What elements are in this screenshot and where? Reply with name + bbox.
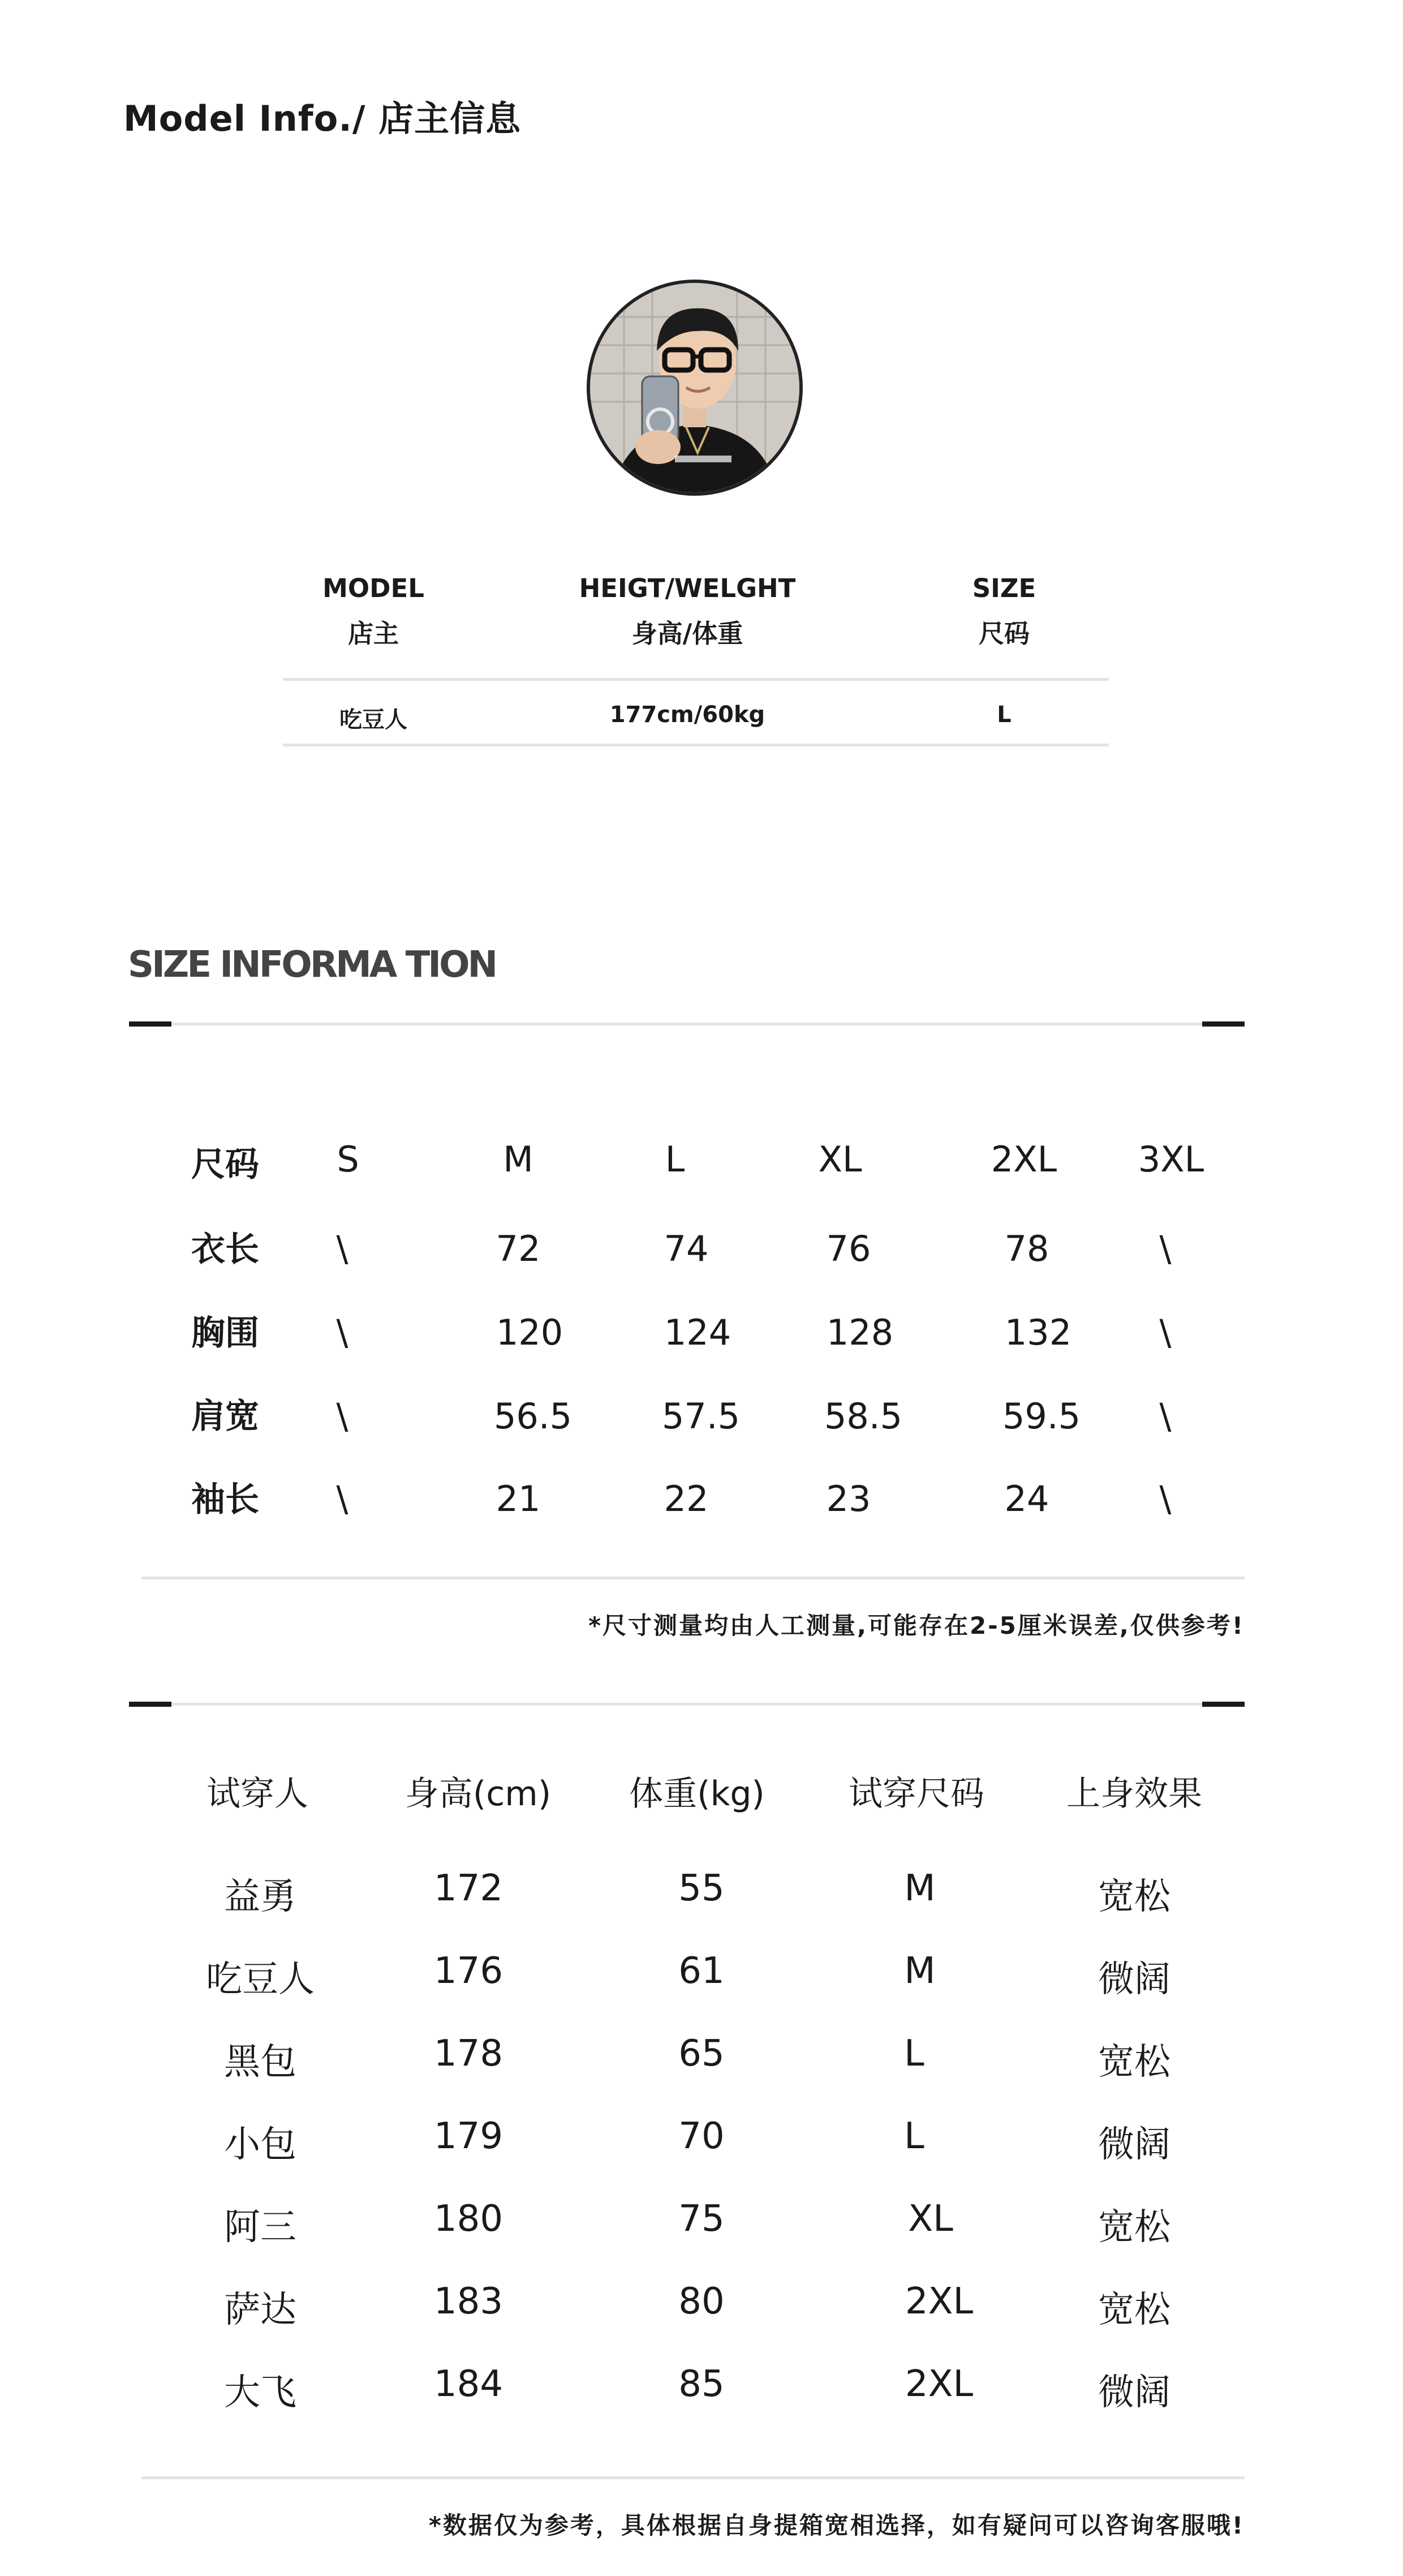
size-header-xl: XL xyxy=(818,1139,862,1180)
tryon-disclaimer: *数据仅为参考，具体根据自身提箱宽相选择，如有疑问可以咨询客服哦! xyxy=(428,2511,1245,2539)
size-cell: \ xyxy=(1159,1396,1172,1437)
tryon-weight: 55 xyxy=(678,1867,725,1909)
size-cell: 120 xyxy=(496,1312,563,1353)
tryon-height: 184 xyxy=(433,2363,503,2405)
size-cell: 72 xyxy=(496,1228,541,1269)
tryon-person: 萨达 xyxy=(224,2289,296,2331)
size-cell: \ xyxy=(1159,1312,1172,1353)
size-cell: \ xyxy=(336,1312,348,1353)
size-cell: 78 xyxy=(1004,1228,1049,1269)
size-header-s: S xyxy=(337,1139,359,1180)
tryon-header-fit: 上身效果 xyxy=(1066,1774,1202,1814)
size-cell: \ xyxy=(1159,1228,1172,1269)
tryon-header-height: 身高(cm) xyxy=(404,1774,552,1814)
tryon-fit: 微阔 xyxy=(1098,1959,1170,2000)
model-header-size-en: SIZE xyxy=(972,573,1036,603)
tryon-person: 小包 xyxy=(224,2124,296,2166)
tryon-height: 183 xyxy=(433,2281,503,2322)
model-header-model xyxy=(289,566,458,656)
size-cell: 59.5 xyxy=(1002,1396,1081,1437)
tryon-weight: 65 xyxy=(678,2033,725,2075)
size-row-label: 肩宽 xyxy=(191,1397,259,1436)
size-information-title: SIZE INFORMA TION xyxy=(128,944,496,986)
model-name: 吃豆人 xyxy=(339,707,407,733)
model-header-size xyxy=(919,566,1089,656)
size-header-label: 尺码 xyxy=(191,1145,259,1184)
size-cell: 57.5 xyxy=(661,1396,741,1437)
tryon-header-person: 试穿人 xyxy=(206,1774,308,1814)
tryon-fit: 宽松 xyxy=(1098,2041,1170,2083)
tryon-fit: 微阔 xyxy=(1098,2124,1170,2166)
tryon-person: 益勇 xyxy=(224,1876,296,1918)
section-bar-right xyxy=(1202,1021,1245,1027)
tryon-person: 吃豆人 xyxy=(206,1959,315,2000)
tryon-size: M xyxy=(904,1867,936,1909)
tryon-weight: 61 xyxy=(678,1950,725,1992)
size-cell: 21 xyxy=(496,1478,541,1519)
tryon-weight: 75 xyxy=(678,2198,725,2240)
tryon-size: XL xyxy=(908,2198,953,2240)
size-header-m: M xyxy=(503,1139,533,1180)
tryon-table-bottom-line xyxy=(141,2476,1245,2479)
tryon-fit: 宽松 xyxy=(1098,2289,1170,2331)
size-row-label: 衣长 xyxy=(191,1230,259,1269)
size-disclaimer: *尺寸测量均由人工测量,可能存在2-5厘米误差,仅供参考! xyxy=(588,1612,1245,1639)
tryon-height: 176 xyxy=(433,1950,503,1992)
size-cell: \ xyxy=(336,1396,348,1437)
tryon-person: 黑包 xyxy=(224,2041,296,2083)
section-rule xyxy=(171,1023,1202,1025)
tryon-height: 178 xyxy=(433,2033,503,2075)
tryon-fit: 宽松 xyxy=(1098,1876,1170,1918)
tryon-size: L xyxy=(904,2115,924,2157)
size-cell: \ xyxy=(1159,1478,1172,1519)
model-table-bottom-line xyxy=(283,744,1109,746)
tryon-header-weight: 体重(kg) xyxy=(629,1774,765,1814)
size-table-bottom-line xyxy=(141,1577,1245,1579)
model-header-size-zh: 尺码 xyxy=(978,619,1030,649)
model-header-hw-zh: 身高/体重 xyxy=(631,619,743,649)
size-row-label: 胸围 xyxy=(191,1313,259,1353)
tryon-size: L xyxy=(904,2033,924,2075)
size-cell: 24 xyxy=(1004,1478,1049,1519)
section-bar-left xyxy=(129,1702,171,1707)
section-bar-right xyxy=(1202,1702,1245,1707)
size-cell: 74 xyxy=(664,1228,709,1269)
size-cell: 76 xyxy=(826,1228,871,1269)
tryon-weight: 80 xyxy=(678,2281,725,2322)
model-avatar xyxy=(587,280,803,496)
model-header-height-weight xyxy=(574,566,801,656)
model-header-model-zh: 店主 xyxy=(347,619,399,649)
avatar-photo-icon xyxy=(590,283,799,492)
tryon-size: M xyxy=(904,1950,936,1992)
tryon-weight: 70 xyxy=(678,2115,725,2157)
size-cell: 124 xyxy=(664,1312,731,1353)
section-bar-left xyxy=(129,1021,171,1027)
model-table-divider xyxy=(283,678,1109,681)
tryon-height: 180 xyxy=(433,2198,503,2240)
tryon-height: 179 xyxy=(433,2115,503,2157)
model-header-hw-en: HEIGT/WELGHT xyxy=(579,573,796,603)
tryon-fit: 宽松 xyxy=(1098,2206,1170,2248)
tryon-person: 大飞 xyxy=(224,2372,296,2414)
size-cell: \ xyxy=(336,1228,348,1269)
size-header-l: L xyxy=(665,1139,685,1180)
size-header-3xl: 3XL xyxy=(1138,1139,1204,1180)
size-header-2xl: 2XL xyxy=(991,1139,1057,1180)
tryon-fit: 微阔 xyxy=(1098,2372,1170,2414)
size-cell: 22 xyxy=(664,1478,709,1519)
size-cell: 23 xyxy=(826,1478,871,1519)
model-size: L xyxy=(997,702,1012,728)
tryon-weight: 85 xyxy=(678,2363,725,2405)
model-header-model-en: MODEL xyxy=(322,573,424,603)
tryon-size: 2XL xyxy=(905,2363,974,2405)
tryon-header-size: 试穿尺码 xyxy=(849,1774,984,1814)
size-cell: 128 xyxy=(826,1312,894,1353)
tryon-person: 阿三 xyxy=(224,2206,296,2248)
section-rule xyxy=(171,1703,1202,1706)
size-cell: 58.5 xyxy=(824,1396,903,1437)
size-row-label: 袖长 xyxy=(191,1480,259,1519)
model-height-weight: 177cm/60kg xyxy=(609,702,765,728)
size-cell: \ xyxy=(336,1478,348,1519)
tryon-size: 2XL xyxy=(905,2281,974,2322)
size-cell: 56.5 xyxy=(493,1396,573,1437)
model-info-title: Model Info./ 店主信息 xyxy=(123,98,522,139)
tryon-height: 172 xyxy=(433,1867,503,1909)
size-cell: 132 xyxy=(1004,1312,1072,1353)
